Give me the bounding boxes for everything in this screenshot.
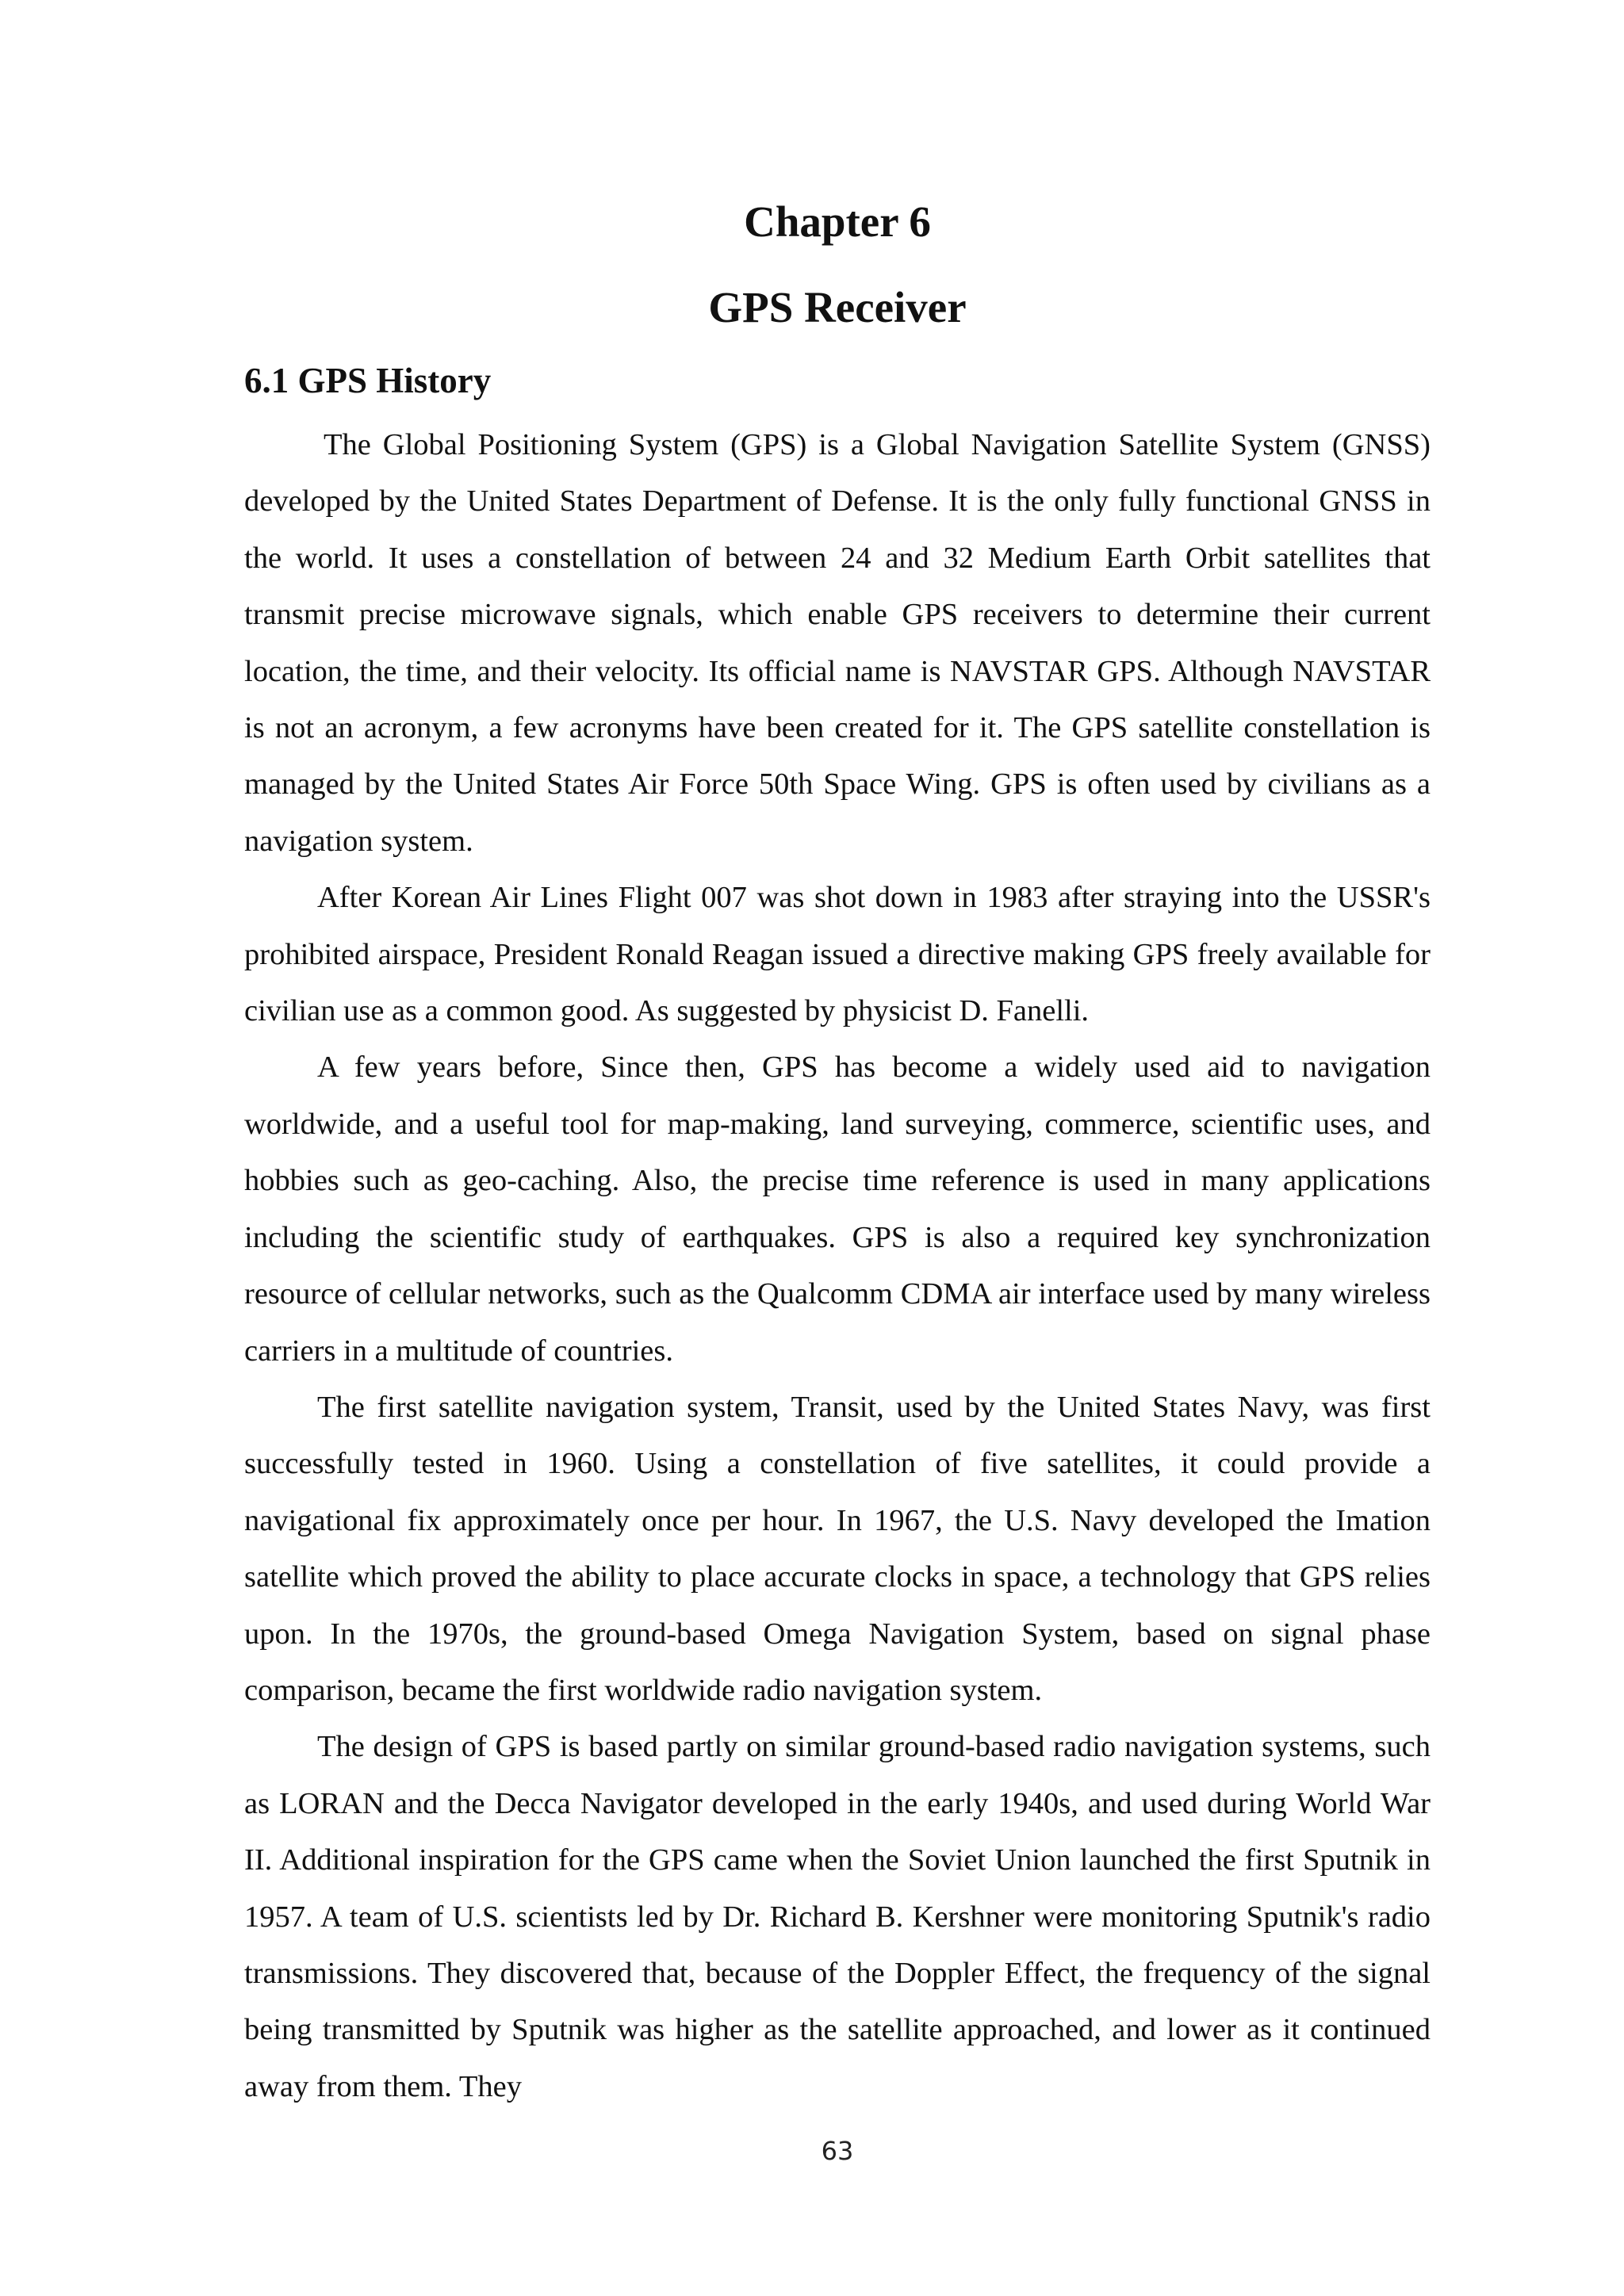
document-page	[244, 0, 1431, 2296]
paragraph-civilian-use: After Korean Air Lines Flight 007 was shot down in 1983 after straying into the USSR's prohibited airspace, President Ronald Reagan issued a directive making GPS freely available for civilian use as a common good. As suggested by physicist D. Fanelli.	[244, 881, 1431, 1028]
page-number: 63	[821, 2136, 854, 2166]
chapter-title: GPS Receiver	[708, 283, 967, 331]
paragraph-transit-system: The first satellite navigation system, Transit, used by the United States Navy, was first successfully tested in 1960. Using a constellation of five satellites, it could provide a navigational fix approximately once per hour. In 1967, the U.S. Navy developed the Imation satellite which proved the ability to place accurate clocks in space, a technology that GPS relies upon. In the 1970s, the ground-based Omega Navigation System, based on signal phase comparison, became the first worldwide radio navigation system.	[244, 1390, 1431, 1707]
chapter-number: Chapter 6	[744, 197, 931, 246]
paragraph-gps-design: The design of GPS is based partly on similar ground-based radio navigation systems, such as LORAN and the Decca Navigator developed in the early 1940s, and used during World War II. Additional inspiration for the GPS came when the Soviet Union launched the first Sputnik in 1957. A team of U.S. scientists led by Dr. Richard B. Kershner were monitoring Sputnik's radio transmissions. They discovered that, because of the Doppler Effect, the frequency of the signal being transmitted by Sputnik was higher as the satellite approached, and lower as it continued away from them. They	[244, 1730, 1431, 2103]
section-heading: 6.1 GPS History	[244, 361, 492, 400]
paragraph-gps-overview: The Global Positioning System (GPS) is a Global Navigation Satellite System (GNSS) developed by the United States Department of Defense. It is the only fully functional GNSS in the world. It uses a constellation of between 24 and 32 Medium Earth Orbit satellites that transmit precise microwave signals, which enable GPS receivers to determine their current location, the time, and their velocity. Its official name is NAVSTAR GPS. Although NAVSTAR is not an acronym, a few acronyms have been created for it. The GPS satellite constellation is managed by the United States Air Force 50th Space Wing. GPS is often used by civilians as a navigation system.	[244, 428, 1431, 858]
paragraph-applications: A few years before, Since then, GPS has become a widely used aid to navigation worldwide, and a useful tool for map-making, land surveying, commerce, scientific uses, and hobbies such as geo-caching. Also, the precise time reference is used in many applications including the scientific study of earthquakes. GPS is also a required key synchronization resource of cellular networks, such as the Qualcomm CDMA air interface used by many wireless carriers in a multitude of countries.	[244, 1050, 1431, 1368]
body-text	[244, 417, 1431, 2115]
